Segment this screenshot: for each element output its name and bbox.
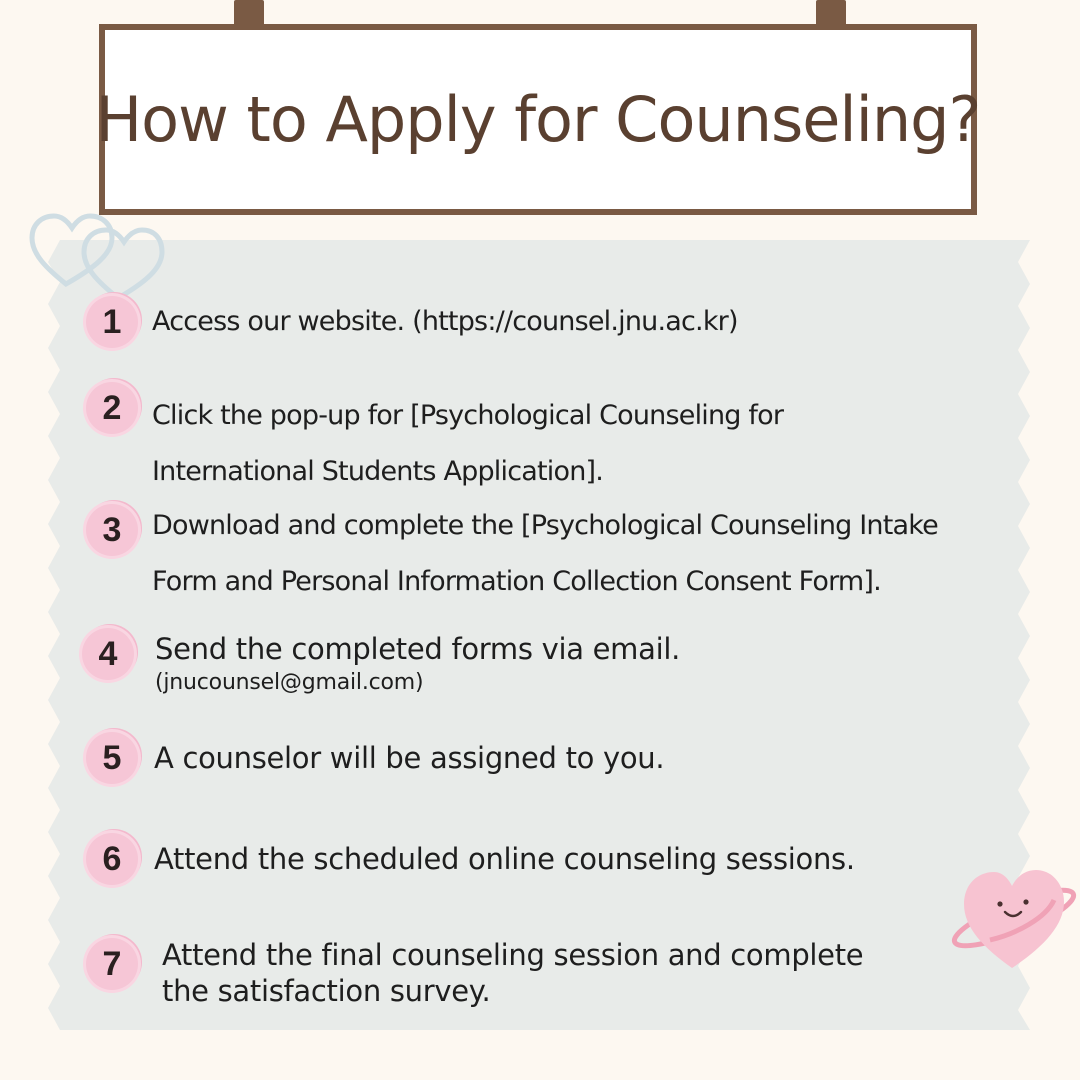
step-text	[155, 632, 680, 695]
step-number-badge: 6	[86, 833, 138, 885]
step-number-badge: 1	[86, 296, 138, 348]
step-line: A counselor will be assigned to you.	[154, 741, 665, 775]
step-line: Form and Personal Information Collection Consent Form].	[152, 566, 881, 597]
step-line: Send the completed forms via email.	[155, 632, 680, 666]
step-email: (jnucounsel@gmail.com)	[155, 670, 424, 695]
step-text	[152, 306, 738, 337]
step-line: Attend the scheduled online counseling sessions.	[154, 842, 855, 876]
step-line: the satisfaction survey.	[162, 974, 491, 1008]
step-text	[152, 498, 938, 610]
page-title: How to Apply for Counseling?	[95, 83, 981, 156]
step-text	[152, 388, 783, 500]
step-text	[154, 741, 664, 775]
smiling-heart-planet-icon	[950, 862, 1080, 977]
step-number-badge: 3	[86, 504, 138, 556]
step-number-badge: 2	[86, 382, 138, 434]
step-text	[154, 842, 855, 876]
step-line: Attend the final counseling session and complete	[162, 938, 864, 972]
step-line: International Students Application].	[152, 456, 604, 487]
step-text	[162, 937, 863, 1009]
step-line: Click the pop-up for [Psychological Counseling for	[152, 400, 784, 431]
step-number-badge: 5	[86, 732, 138, 784]
step-number-badge: 4	[82, 628, 134, 680]
step-line: Access our website. (https://counsel.jnu.ac.kr)	[152, 306, 738, 337]
step-line: Download and complete the [Psychological Counseling Intake	[152, 510, 938, 541]
step-number-badge: 7	[86, 938, 138, 990]
